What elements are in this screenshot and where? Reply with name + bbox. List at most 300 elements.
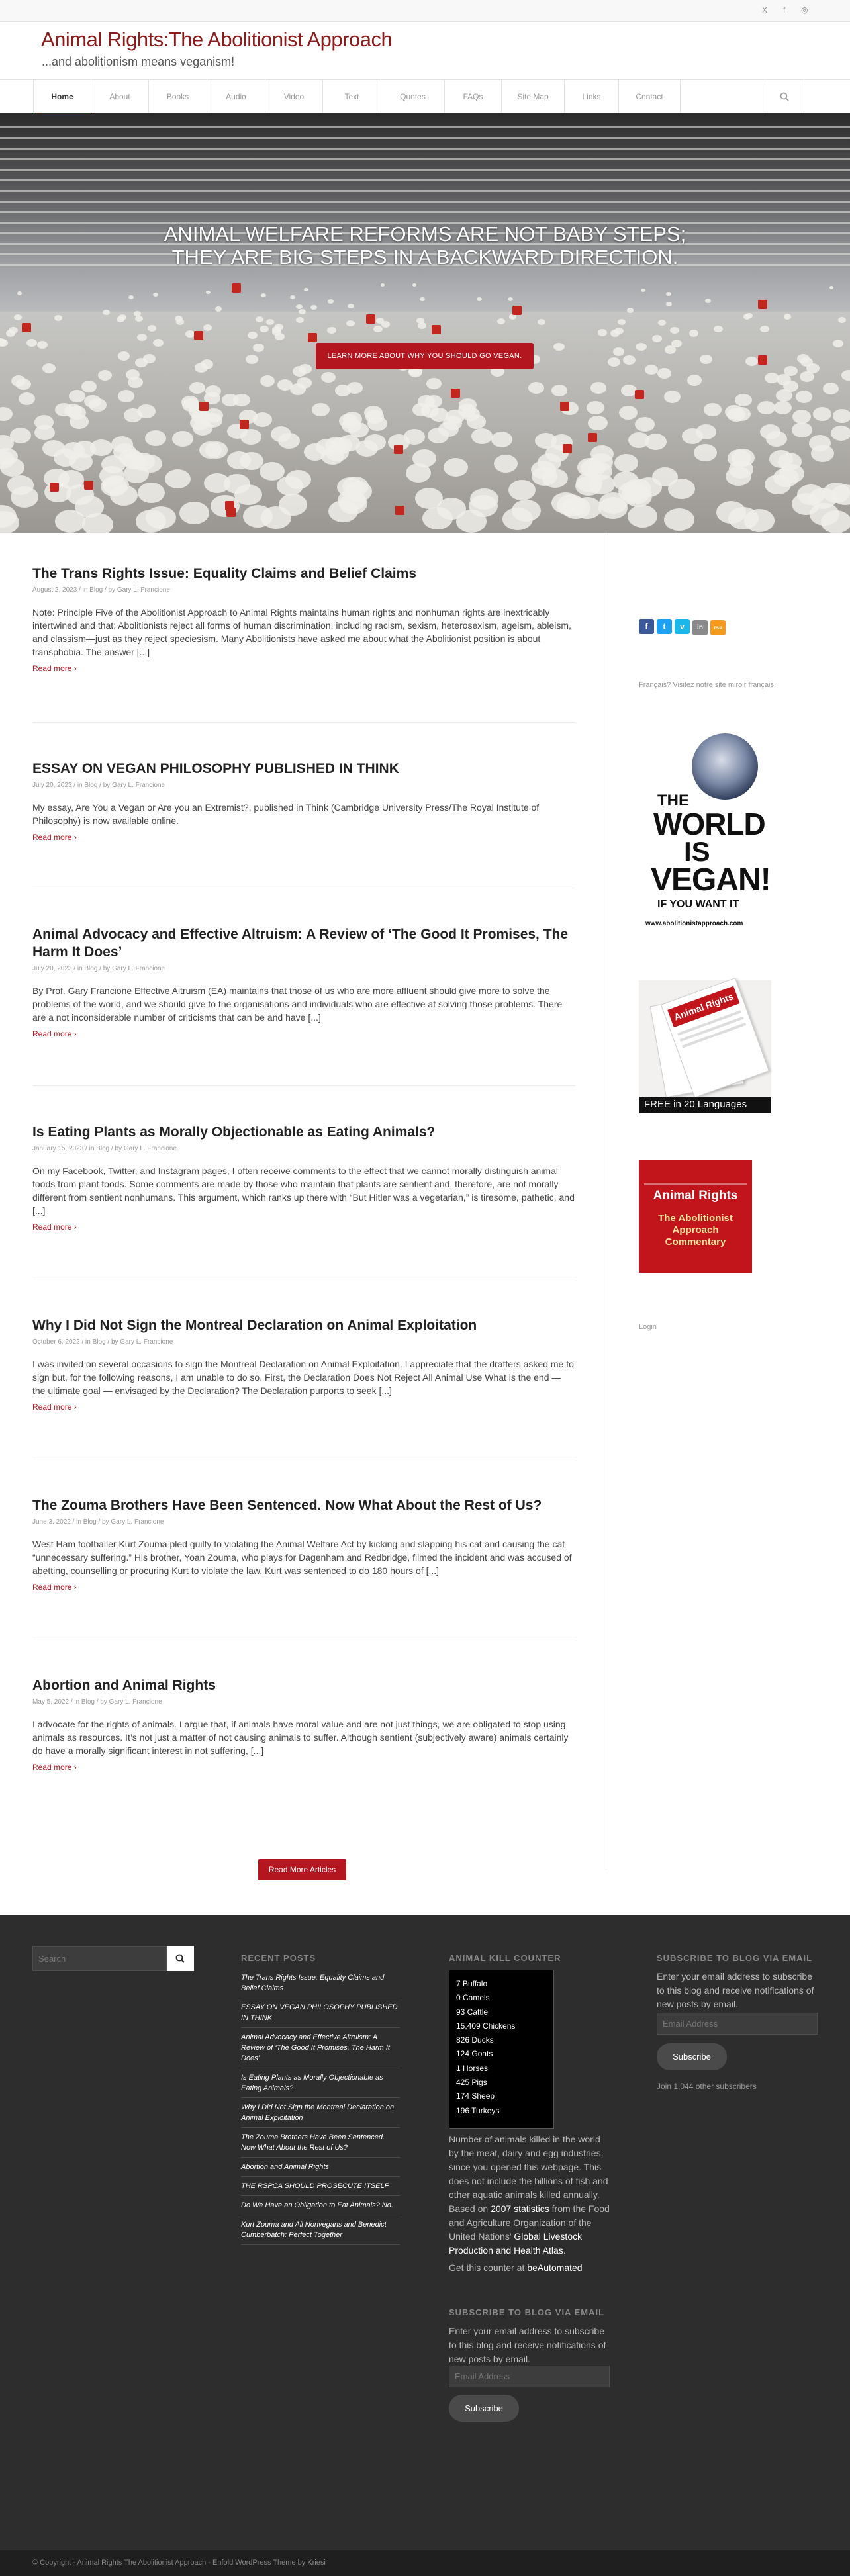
nav-about[interactable]: About — [91, 80, 148, 113]
chicken-shape — [528, 382, 544, 394]
chicken-shape — [444, 458, 468, 477]
chicken-shape — [272, 328, 281, 336]
chicken-shape — [792, 422, 812, 437]
post-separator — [32, 1085, 575, 1086]
chicken-shape — [118, 351, 130, 361]
vimeo-icon[interactable]: v — [675, 619, 690, 634]
kill-count-row: 826 Ducks — [456, 2035, 494, 2045]
atlas-link[interactable]: Global Livestock Production and Health Atlas — [449, 2231, 583, 2256]
chicken-shape — [201, 359, 213, 369]
chicken-shape — [253, 344, 264, 352]
chicken-shape — [19, 392, 35, 405]
chicken-shape — [205, 441, 228, 459]
chicken-shape — [628, 505, 657, 528]
commentary-line4: Commentary — [665, 1236, 726, 1248]
chicken-shape — [118, 390, 134, 402]
chicken-shape — [831, 426, 850, 441]
chicken-shape — [328, 299, 334, 304]
post-title[interactable]: ESSAY ON VEGAN PHILOSOPHY PUBLISHED IN THINK — [32, 761, 399, 776]
chicken-shape — [641, 289, 645, 292]
chicken-shape — [26, 339, 37, 347]
world-is-vegan-banner[interactable] — [639, 733, 771, 932]
feeder-shape — [563, 444, 572, 453]
chicken-shape — [248, 332, 258, 339]
post-read-more[interactable]: Read more › — [32, 1403, 77, 1412]
chicken-shape — [206, 291, 211, 294]
post-title[interactable]: The Zouma Brothers Have Been Sentenced. Now What About the Rest of Us? — [32, 1498, 542, 1513]
chicken-shape — [727, 408, 745, 422]
email-field[interactable] — [657, 2013, 818, 2035]
kill-count-row: 93 Cattle — [456, 2007, 489, 2017]
chicken-shape — [182, 398, 200, 412]
feeder-shape — [308, 333, 317, 342]
booklet-title: Animal Rights — [667, 986, 739, 1028]
chicken-shape — [652, 335, 662, 342]
subscribe-button-2[interactable]: Subscribe — [449, 2395, 519, 2422]
feeder-shape — [240, 420, 249, 429]
chicken-shape — [838, 317, 846, 323]
chicken-shape — [613, 471, 639, 491]
chicken-shape — [103, 310, 110, 315]
chicken-shape — [278, 433, 300, 449]
chicken-shape — [326, 444, 349, 461]
hero-headline-line1: ANIMAL WELFARE REFORMS ARE NOT BABY STEPS; — [164, 222, 686, 246]
chicken-shape — [312, 403, 330, 416]
feeder-shape — [635, 390, 644, 399]
commentary-line2: The Abolitionist — [658, 1213, 733, 1224]
chicken-shape — [89, 398, 107, 412]
post-title[interactable]: Animal Advocacy and Effective Altruism: A Review of ‘The Good It Promises, The Harm It Does’ — [32, 927, 569, 960]
chicken-shape — [744, 509, 775, 532]
chicken-shape — [664, 391, 681, 403]
chicken-shape — [587, 401, 604, 414]
chicken-shape — [598, 329, 607, 336]
chicken-shape — [551, 385, 567, 396]
footer-search-button[interactable] — [167, 1946, 194, 1971]
chicken-shape — [784, 366, 798, 376]
post-excerpt: I advocate for the rights of animals. I argue that, if animals have moral value and are not just things, we are obligated to stop using animals as resources. It’s not just a matter of not causing animals to suffer. Although sentient (subjectively aware) animals certainly do have a morally significant interest in not suffering, [...] — [32, 1719, 569, 1756]
chicken-shape — [823, 483, 850, 503]
recent-post-link[interactable]: Animal Advocacy and Effective Altruism: A Review of ‘The Good It Promises, The Harm It Does’ — [241, 2028, 400, 2068]
feeder-shape — [560, 402, 569, 411]
recent-post-link[interactable]: The Trans Rights Issue: Equality Claims and Belief Claims — [241, 1968, 400, 1998]
chicken-shape — [776, 389, 792, 402]
kill-counter-source: Based on 2007 statistics from the Food and Agriculture Organization of the United Nations' Global Livestock Production and Health Atlas. — [449, 2203, 610, 2256]
globe-image — [692, 733, 758, 800]
recent-post-link[interactable]: Abortion and Animal Rights — [241, 2158, 400, 2177]
post-read-more[interactable]: Read more › — [32, 1583, 77, 1592]
chicken-shape — [613, 347, 624, 356]
chicken-shape — [588, 416, 608, 430]
chicken-shape — [491, 432, 512, 447]
recent-post-link[interactable]: The Zouma Brothers Have Been Sentenced. Now What About the Rest of Us? — [241, 2128, 400, 2158]
post-meta: July 20, 2023 / in Blog / by Gary L. Francione — [32, 782, 165, 789]
nav-books[interactable]: Books — [148, 80, 207, 113]
post-excerpt: I was invited on several occasions to sign the Montreal Declaration on Animal Exploitation. I appreciate that the drafters asked me to sign but, for the following reasons, I am unable to do so. First, the Declaration Does Not Reject All Animal Use What is the end — the ultimate goal — envisaged by the Declaration? The Declaration purports to seek [...] — [32, 1359, 574, 1396]
chicken-shape — [69, 453, 93, 471]
facebook-icon[interactable]: f — [639, 619, 654, 634]
recent-post-link[interactable]: Is Eating Plants as Morally Objectionable as Eating Animals? — [241, 2068, 400, 2098]
post-7 — [32, 1677, 575, 1772]
chicken-shape — [222, 394, 239, 406]
chicken-shape — [732, 449, 755, 467]
post-read-more[interactable]: Read more › — [32, 664, 77, 673]
chicken-shape — [745, 313, 753, 318]
feeder-shape — [451, 389, 460, 398]
feeder-shape — [512, 306, 522, 315]
chicken-shape — [426, 378, 442, 389]
commentary-line3: Approach — [672, 1224, 719, 1236]
nav-home[interactable]: Home — [33, 80, 91, 113]
chicken-shape — [290, 295, 295, 299]
post-title[interactable]: Is Eating Plants as Morally Objectionable as Eating Animals? — [32, 1125, 436, 1140]
chicken-shape — [628, 432, 649, 448]
statistics-link[interactable]: 2007 statistics — [491, 2203, 549, 2214]
chicken-shape — [670, 327, 679, 334]
chicken-shape — [531, 461, 556, 479]
chicken-shape — [497, 318, 505, 324]
kill-counter-box — [449, 1970, 554, 2129]
chicken-shape — [172, 431, 193, 447]
chicken-shape — [823, 383, 839, 394]
nav-faqs[interactable]: FAQs — [444, 80, 501, 113]
chicken-shape — [153, 293, 158, 297]
rss-icon[interactable]: rss — [710, 620, 726, 635]
nav-text[interactable]: Text — [322, 80, 381, 113]
hero-cta-button[interactable]: LEARN MORE ABOUT WHY YOU SHOULD GO VEGAN. — [316, 343, 534, 369]
chicken-shape — [260, 326, 269, 332]
post-2 — [32, 760, 575, 842]
ceiling-beam — [0, 201, 850, 203]
kill-count-row: 0 Camels — [456, 1993, 490, 2003]
chicken-shape — [538, 319, 545, 325]
post-title[interactable]: The Trans Rights Issue: Equality Claims and Belief Claims — [32, 566, 416, 581]
nav-video[interactable]: Video — [265, 80, 322, 113]
post-meta: October 6, 2022 / in Blog / by Gary L. Francione — [32, 1338, 173, 1346]
chicken-shape — [666, 302, 672, 306]
chicken-shape — [428, 428, 449, 443]
feeder-shape — [758, 300, 767, 309]
kill-count-row: 196 Turkeys — [456, 2105, 500, 2115]
chicken-shape — [813, 407, 831, 421]
twitter-icon[interactable]: t — [657, 619, 672, 634]
chicken-shape — [665, 345, 676, 354]
chicken-shape — [128, 295, 134, 299]
chicken-shape — [69, 390, 85, 402]
feeder-shape — [232, 283, 241, 293]
chicken-shape — [355, 440, 378, 457]
footer-search-input[interactable] — [32, 1946, 167, 1971]
chicken-shape — [829, 286, 833, 289]
post-3 — [32, 925, 575, 1038]
banner-text-world: WORLD — [653, 807, 765, 841]
chicken-shape — [779, 464, 804, 483]
chicken-shape — [165, 469, 191, 488]
chicken-shape — [16, 379, 31, 390]
chicken-shape — [246, 355, 258, 364]
chicken-shape — [610, 330, 620, 337]
chicken-shape — [9, 327, 18, 334]
chicken-shape — [261, 293, 266, 297]
post-excerpt: West Ham footballer Kurt Zouma pled guilty to violating the Animal Welfare Act by kicking and slapping his cat and causing the cat “unnecessary suffering.” His brother, Yoan Zouma, who plays for Dagenham and Redbridge, filmed the incident and was accused of abetting, counselling or procuring Kurt to violate the law. Kurt was sentenced to do 180 hours of [...] — [32, 1539, 572, 1576]
post-read-more[interactable]: Read more › — [32, 1222, 77, 1232]
feeder-shape — [758, 355, 767, 365]
chicken-shape — [145, 430, 166, 446]
hero-banner — [0, 113, 850, 533]
instagram-icon[interactable]: in — [692, 620, 708, 635]
chicken-shape — [138, 483, 165, 503]
chicken-shape — [705, 299, 711, 303]
subscribe-heading-2: SUBSCRIBE TO BLOG VIA EMAIL — [449, 2307, 605, 2317]
chicken-shape — [124, 464, 149, 483]
chicken-shape — [415, 488, 443, 509]
nav-sitemap[interactable]: Site Map — [501, 80, 564, 113]
chicken-shape — [553, 343, 565, 351]
nav-quotes[interactable]: Quotes — [381, 80, 444, 113]
search-icon — [780, 92, 789, 101]
chicken-shape — [381, 283, 385, 287]
chicken-shape — [784, 314, 791, 320]
post-5 — [32, 1316, 575, 1412]
main-nav — [0, 80, 850, 113]
chicken-shape — [42, 363, 56, 373]
chicken-shape — [590, 382, 606, 394]
nav-contact[interactable]: Contact — [618, 80, 681, 113]
chicken-shape — [598, 497, 628, 519]
banner-text-the: THE — [657, 792, 689, 809]
chicken-shape — [137, 404, 156, 418]
post-meta: August 2, 2023 / in Blog / by Gary L. Francione — [32, 586, 170, 594]
chicken-shape — [328, 500, 358, 522]
free-booklet-banner[interactable] — [639, 980, 771, 1113]
chicken-shape — [420, 297, 425, 301]
recent-post-link[interactable]: Do We Have an Obligation to Eat Animals? No. — [241, 2196, 400, 2215]
recent-post-link[interactable]: Kurt Zouma and All Nonvegans and Benedict Cumberbatch: Perfect Together — [241, 2215, 400, 2245]
ceiling-beam — [0, 148, 850, 150]
top-bar — [0, 0, 850, 22]
post-excerpt: On my Facebook, Twitter, and Instagram pages, I often receive comments to the effect that we cannot morally distinguish animal foods from plant foods. Some comments are made by those who maintain that plants are sentient and, therefore, are not morally different from sentient nonhumans. This argument, which ranks up there with “But Hitler was a vegetarian,” is tiresome, pathetic, and [...] — [32, 1166, 575, 1216]
post-excerpt: My essay, Are You a Vegan or Are you an Extremist?, published in Think (Cambridge University Press/The Royal Institute of Philosophy) is now available online. — [32, 802, 540, 826]
chicken-shape — [689, 330, 698, 337]
feeder-shape — [50, 483, 59, 492]
login-link[interactable]: Login — [639, 1323, 657, 1331]
chicken-shape — [664, 508, 694, 531]
chicken-shape — [7, 475, 34, 495]
chicken-shape — [636, 477, 662, 497]
chicken-shape — [297, 377, 312, 389]
chicken-shape — [296, 304, 303, 309]
chicken-shape — [81, 381, 97, 392]
chicken-shape — [37, 341, 48, 349]
chicken-shape — [101, 455, 126, 473]
chicken-shape — [406, 463, 431, 483]
chicken-shape — [735, 394, 752, 406]
chicken-shape — [821, 510, 850, 533]
ceiling-beam — [0, 190, 850, 192]
feeder-shape — [394, 445, 403, 454]
chicken-shape — [55, 510, 85, 533]
chicken-shape — [412, 283, 416, 287]
chicken-shape — [551, 492, 580, 514]
post-read-more[interactable]: Read more › — [32, 833, 77, 842]
banner-text-subtitle: IF YOU WANT IT — [657, 899, 739, 910]
chicken-shape — [796, 391, 812, 403]
chicken-shape — [277, 379, 293, 391]
recent-post-link[interactable]: ESSAY ON VEGAN PHILOSOPHY PUBLISHED IN THINK — [241, 1998, 400, 2028]
kill-count-row: 124 Goats — [456, 2049, 493, 2059]
chicken-shape — [260, 375, 275, 387]
chicken-shape — [339, 414, 358, 428]
counter-credit: Get this counter at beAutomated — [449, 2262, 583, 2273]
feeder-shape — [395, 506, 404, 515]
email-field-2[interactable] — [449, 2366, 610, 2387]
banner-url: www.abolitionistapproach.com — [645, 920, 743, 927]
kill-count-row: 425 Pigs — [456, 2078, 487, 2088]
chicken-shape — [136, 510, 166, 533]
nav-audio[interactable]: Audio — [207, 80, 265, 113]
feeder-shape — [199, 402, 209, 411]
chicken-shape — [82, 513, 113, 533]
chicken-shape — [179, 502, 209, 524]
booklet-caption: FREE in 20 Languages — [639, 1097, 771, 1113]
chicken-shape — [296, 317, 304, 323]
chicken-shape — [126, 369, 140, 380]
chicken-shape — [470, 488, 498, 510]
post-meta: May 5, 2022 / in Blog / by Gary L. Francione — [32, 1698, 162, 1706]
chicken-shape — [590, 445, 614, 463]
feeder-shape — [226, 508, 236, 517]
chicken-shape — [636, 343, 647, 351]
feeder-shape — [432, 325, 441, 334]
post-excerpt: Note: Principle Five of the Abolitionist Approach to Animal Rights maintains human rights and nonhuman rights are inextricably intertwined and that: Abolitionists reject all forms of human discrimination, including racism, sexism, heterosexism, ageism, ableism, and classism—just as they reject speciesism. Many Abolitionists have asked me about what the Abolitionist position is about transphobia. The answer [...] — [32, 607, 571, 657]
facebook-icon[interactable]: f — [783, 5, 786, 15]
ceiling-beam — [0, 126, 850, 128]
kill-count-row: 7 Buffalo — [456, 1979, 488, 1988]
chicken-shape — [494, 455, 518, 473]
subscribe-heading: SUBSCRIBE TO BLOG VIA EMAIL — [657, 1953, 813, 1963]
chicken-shape — [416, 318, 424, 324]
chicken-shape — [477, 297, 482, 301]
chicken-shape — [118, 314, 126, 320]
chicken-shape — [134, 311, 141, 316]
chicken-shape — [508, 480, 536, 500]
chicken-shape — [310, 305, 317, 310]
chicken-shape — [70, 414, 89, 429]
chicken-shape — [17, 291, 22, 295]
chicken-shape — [203, 324, 212, 331]
chicken-shape — [657, 368, 671, 379]
chicken-shape — [153, 339, 164, 347]
chicken-shape — [760, 326, 769, 332]
chicken-shape — [98, 370, 112, 381]
chicken-shape — [627, 308, 634, 313]
chicken-shape — [335, 385, 351, 396]
chicken-shape — [321, 372, 336, 383]
recent-posts-heading: RECENT POSTS — [241, 1953, 316, 1963]
recent-post-link[interactable]: Why I Did Not Sign the Montreal Declaration on Animal Exploitation — [241, 2098, 400, 2128]
commentary-title: Animal Rights — [653, 1189, 738, 1203]
site-tagline: ...and abolitionism means veganism! — [42, 55, 235, 68]
chicken-shape — [792, 410, 811, 424]
post-read-more[interactable]: Read more › — [32, 1763, 77, 1772]
chicken-shape — [694, 444, 717, 461]
chicken-shape — [635, 417, 655, 432]
chicken-shape — [365, 410, 384, 424]
chicken-shape — [185, 330, 195, 338]
chicken-shape — [446, 410, 465, 424]
subscriber-count: Join 1,044 other subscribers — [657, 2082, 757, 2091]
feeder-shape — [22, 323, 31, 332]
subscribe-button[interactable]: Subscribe — [657, 2043, 727, 2070]
french-mirror-link[interactable]: Français? Visitez notre site miroir français. — [639, 681, 777, 689]
chicken-shape — [745, 357, 758, 366]
ceiling-beam — [0, 211, 850, 213]
kill-count-row: 1 Horses — [456, 2063, 489, 2073]
chicken-shape — [34, 425, 55, 440]
recent-post-link[interactable]: THE RSPCA SHOULD PROSECUTE ITSELF — [241, 2177, 400, 2196]
post-excerpt: By Prof. Gary Francione Effective Altruism (EA) maintains that those of us who are more affluent should give more to solve the problems of the world, and we should give to the organisations and individuals who are effective at solving those problems. There are a not inconsiderable number of criticisms that can be and have [...] — [32, 986, 563, 1023]
site-logo[interactable]: Animal Rights:The Abolitionist Approach — [41, 28, 393, 51]
read-more-articles-button[interactable]: Read More Articles — [258, 1859, 346, 1880]
kill-counter-description: Number of animals killed in the world by the meat, dairy and egg industries, since you opened this webpage. This does not include the billions of fish and other aquatic animals killed annually. — [449, 2134, 608, 2200]
chicken-shape — [833, 409, 850, 423]
chicken-shape — [668, 479, 695, 499]
chicken-shape — [797, 354, 810, 363]
chicken-shape — [137, 334, 147, 341]
chicken-shape — [348, 304, 354, 308]
post-read-more[interactable]: Read more › — [32, 1029, 77, 1038]
beautomated-link[interactable]: beAutomated — [527, 2262, 583, 2273]
post-title[interactable]: Why I Did Not Sign the Montreal Declaration on Animal Exploitation — [32, 1318, 477, 1333]
feeder-shape — [194, 331, 203, 340]
chicken-shape — [508, 297, 513, 301]
chicken-shape — [700, 355, 712, 364]
chicken-shape — [176, 319, 184, 325]
post-meta: January 15, 2023 / in Blog / by Gary L. Francione — [32, 1145, 177, 1152]
kill-count-row: 15,409 Chickens — [456, 2021, 516, 2031]
chicken-shape — [285, 470, 311, 489]
subscribe-description: Enter your email address to subscribe to this blog and receive notifications of new posts by email. — [657, 1971, 814, 2009]
chicken-shape — [418, 395, 435, 408]
post-title[interactable]: Abortion and Animal Rights — [32, 1678, 216, 1693]
chicken-shape — [279, 494, 307, 516]
nav-links[interactable]: Links — [564, 80, 618, 113]
x-icon[interactable]: X — [762, 5, 768, 15]
chicken-shape — [189, 382, 205, 394]
chicken-shape — [575, 476, 602, 496]
chicken-shape — [327, 327, 336, 334]
chicken-shape — [535, 433, 557, 449]
ceiling-beam — [0, 179, 850, 181]
chicken-shape — [243, 505, 273, 528]
chicken-shape — [619, 406, 638, 420]
chicken-shape — [345, 481, 372, 502]
chicken-shape — [800, 371, 814, 382]
commentary-banner[interactable] — [639, 1160, 752, 1273]
instagram-icon[interactable]: ◎ — [801, 5, 808, 15]
banner-text-vegan: VEGAN! — [651, 862, 771, 897]
chicken-shape — [304, 443, 326, 461]
chicken-shape — [811, 445, 834, 462]
chicken-shape — [240, 429, 261, 445]
nav-search-button[interactable] — [765, 80, 804, 113]
subscribe-description-2: Enter your email address to subscribe to this blog and receive notifications of new posts by email. — [449, 2326, 606, 2364]
chicken-shape — [90, 439, 113, 456]
search-icon — [175, 1954, 185, 1963]
ceiling-beam — [0, 169, 850, 171]
ceiling-beam — [0, 158, 850, 160]
chicken-shape — [797, 484, 825, 505]
